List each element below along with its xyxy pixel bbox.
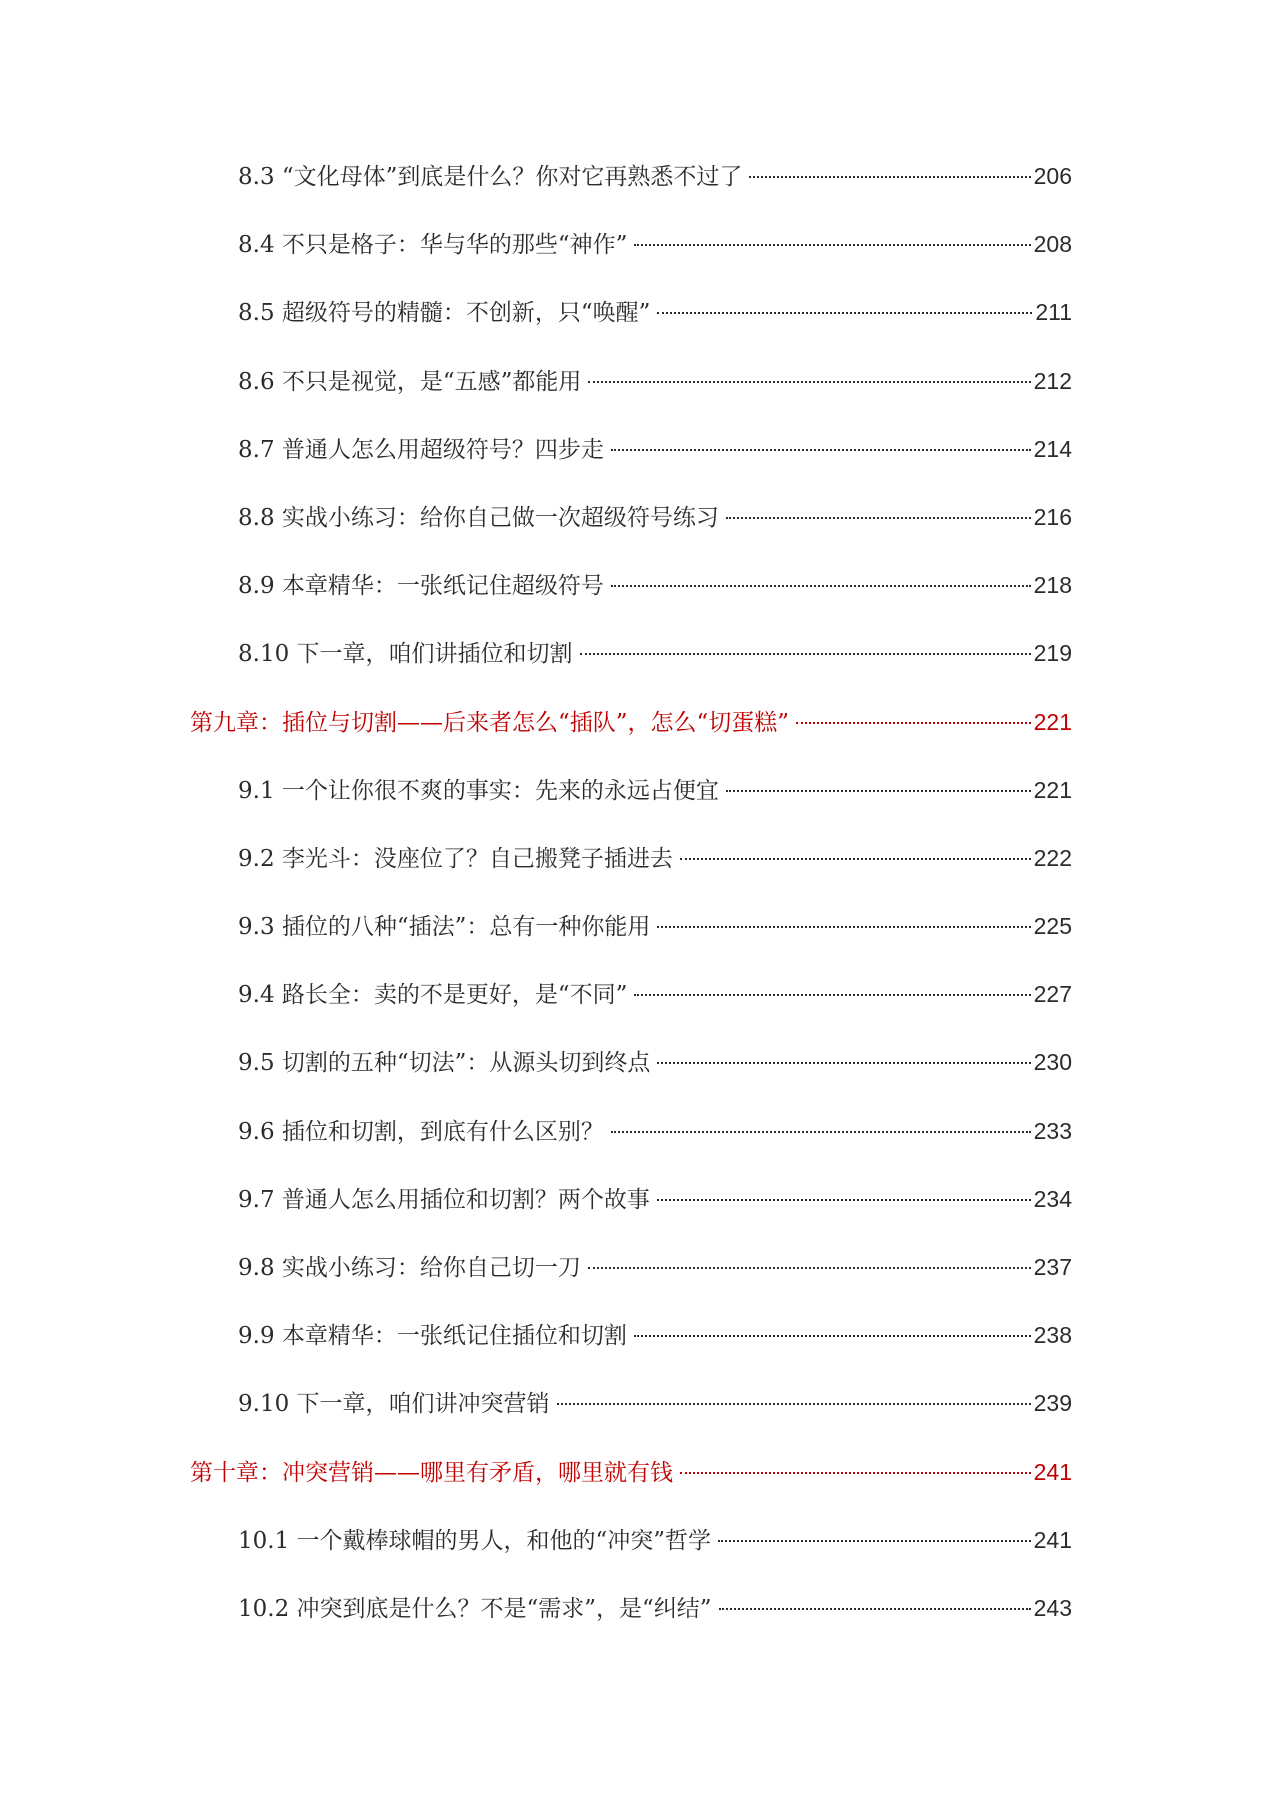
dot-leader bbox=[726, 790, 1031, 792]
toc-entry-title: 8.4 不只是格子：华与华的那些“神作” bbox=[238, 232, 628, 259]
toc-entry-title: 8.5 超级符号的精髓：不创新，只“唤醒” bbox=[238, 300, 651, 327]
toc-entry-title: 9.9 本章精华：一张纸记住插位和切割 bbox=[238, 1323, 627, 1350]
toc-entry-title: 9.2 李光斗：没座位了？自己搬凳子插进去 bbox=[238, 845, 673, 872]
toc-page-number: 239 bbox=[1033, 1390, 1072, 1417]
dot-leader bbox=[611, 585, 1031, 587]
toc-page-number: 214 bbox=[1033, 435, 1072, 462]
toc-page-number: 206 bbox=[1033, 163, 1072, 189]
toc-entry[interactable] bbox=[190, 1249, 1072, 1317]
toc-entry-title: 9.8 实战小练习：给你自己切一刀 bbox=[238, 1255, 581, 1281]
toc-entry-title: 10.1 一个戴棒球帽的男人，和他的“冲突”哲学 bbox=[238, 1527, 712, 1554]
toc-page-number: 233 bbox=[1033, 1117, 1072, 1144]
toc-page-number: 218 bbox=[1033, 572, 1072, 599]
toc-chapter-entry[interactable] bbox=[190, 704, 1072, 772]
toc-entry[interactable] bbox=[190, 976, 1072, 1044]
toc-entry[interactable] bbox=[190, 1590, 1072, 1658]
toc-page-number: 241 bbox=[1033, 1526, 1072, 1553]
toc-entry-title: 10.2 冲突到底是什么？不是“需求”，是“纠结” bbox=[238, 1595, 712, 1622]
toc-entry[interactable] bbox=[190, 158, 1072, 226]
toc-entry-title: 8.7 普通人怎么用超级符号？四步走 bbox=[238, 436, 604, 463]
toc-entry-title: 8.9 本章精华：一张纸记住超级符号 bbox=[238, 573, 604, 600]
toc-entry[interactable] bbox=[190, 1113, 1072, 1181]
toc-entry[interactable] bbox=[190, 1317, 1072, 1385]
toc-entry[interactable] bbox=[190, 1385, 1072, 1453]
toc-page-number: 225 bbox=[1033, 913, 1072, 940]
toc-page-number: 227 bbox=[1033, 981, 1072, 1008]
toc-entry[interactable] bbox=[190, 772, 1072, 840]
toc-entry[interactable] bbox=[190, 1044, 1072, 1112]
toc-entry[interactable] bbox=[190, 567, 1072, 635]
toc-entry-title: 8.8 实战小练习：给你自己做一次超级符号练习 bbox=[238, 504, 719, 531]
toc-entry[interactable] bbox=[190, 1522, 1072, 1590]
dot-leader bbox=[634, 994, 1030, 996]
toc-page-number: 208 bbox=[1033, 231, 1072, 258]
toc-entry[interactable] bbox=[190, 1181, 1072, 1249]
dot-leader bbox=[657, 926, 1030, 928]
toc-entry-title: 第十章：冲突营销——哪里有矛盾，哪里就有钱 bbox=[190, 1459, 673, 1486]
toc-page-number: 238 bbox=[1033, 1322, 1072, 1349]
toc-entry[interactable] bbox=[190, 908, 1072, 976]
toc-entry-title: 8.3 “文化母体”到底是什么？你对它再熟悉不过了 bbox=[238, 164, 743, 190]
toc-entry[interactable] bbox=[190, 363, 1072, 431]
toc-page-number: 221 bbox=[1033, 708, 1072, 735]
toc-entry-title: 9.4 路长全：卖的不是更好，是“不同” bbox=[238, 982, 628, 1009]
toc-entry-title: 9.3 插位的八种“插法”：总有一种你能用 bbox=[238, 914, 651, 941]
dot-leader bbox=[718, 1540, 1031, 1542]
toc-entry[interactable] bbox=[190, 431, 1072, 499]
toc-list bbox=[190, 158, 1072, 1658]
toc-page-number: 230 bbox=[1033, 1049, 1072, 1076]
toc-entry-title: 9.10 下一章，咱们讲冲突营销 bbox=[238, 1391, 550, 1418]
toc-page-number: 243 bbox=[1033, 1594, 1072, 1621]
toc-page-number: 241 bbox=[1033, 1458, 1072, 1485]
dot-leader bbox=[749, 176, 1030, 178]
dot-leader bbox=[657, 1062, 1030, 1064]
toc-entry-title: 8.10 下一章，咱们讲插位和切割 bbox=[238, 641, 573, 668]
dot-leader bbox=[557, 1403, 1031, 1405]
toc-entry[interactable] bbox=[190, 499, 1072, 567]
toc-entry-title: 8.6 不只是视觉，是“五感”都能用 bbox=[238, 368, 582, 395]
toc-entry-title: 9.1 一个让你很不爽的事实：先来的永远占便宜 bbox=[238, 777, 719, 804]
toc-entry-title: 9.5 切割的五种“切法”：从源头切到终点 bbox=[238, 1050, 651, 1077]
dot-leader bbox=[726, 517, 1031, 519]
toc-page-number: 237 bbox=[1033, 1254, 1072, 1280]
dot-leader bbox=[634, 244, 1030, 246]
toc-entry-title: 9.6 插位和切割，到底有什么区别？ bbox=[238, 1118, 604, 1145]
toc-chapter-entry[interactable] bbox=[190, 1454, 1072, 1522]
toc-entry-title: 9.7 普通人怎么用插位和切割？两个故事 bbox=[238, 1186, 650, 1213]
dot-leader bbox=[611, 1131, 1031, 1133]
dot-leader bbox=[611, 449, 1031, 451]
toc-page-number: 221 bbox=[1033, 776, 1072, 803]
dot-leader bbox=[588, 381, 1030, 383]
dot-leader bbox=[657, 312, 1032, 314]
toc-entry[interactable] bbox=[190, 840, 1072, 908]
dot-leader bbox=[580, 653, 1031, 655]
dot-leader bbox=[657, 1199, 1031, 1201]
toc-page-number: 234 bbox=[1033, 1185, 1072, 1212]
toc-entry-title: 第九章：插位与切割——后来者怎么“插队”，怎么“切蛋糕” bbox=[190, 709, 790, 736]
toc-page-number: 222 bbox=[1033, 844, 1072, 871]
dot-leader bbox=[796, 722, 1031, 724]
toc-entry[interactable] bbox=[190, 635, 1072, 703]
toc-page-number: 212 bbox=[1033, 367, 1072, 394]
dot-leader bbox=[634, 1335, 1031, 1337]
toc-entry[interactable] bbox=[190, 226, 1072, 294]
toc-page-number: 216 bbox=[1033, 503, 1072, 530]
dot-leader bbox=[588, 1267, 1031, 1269]
toc-entry[interactable] bbox=[190, 294, 1072, 362]
toc-page-number: 219 bbox=[1033, 640, 1072, 667]
toc-page-number: 211 bbox=[1035, 299, 1072, 326]
dot-leader bbox=[680, 858, 1031, 860]
dot-leader bbox=[680, 1472, 1031, 1474]
dot-leader bbox=[719, 1608, 1031, 1610]
